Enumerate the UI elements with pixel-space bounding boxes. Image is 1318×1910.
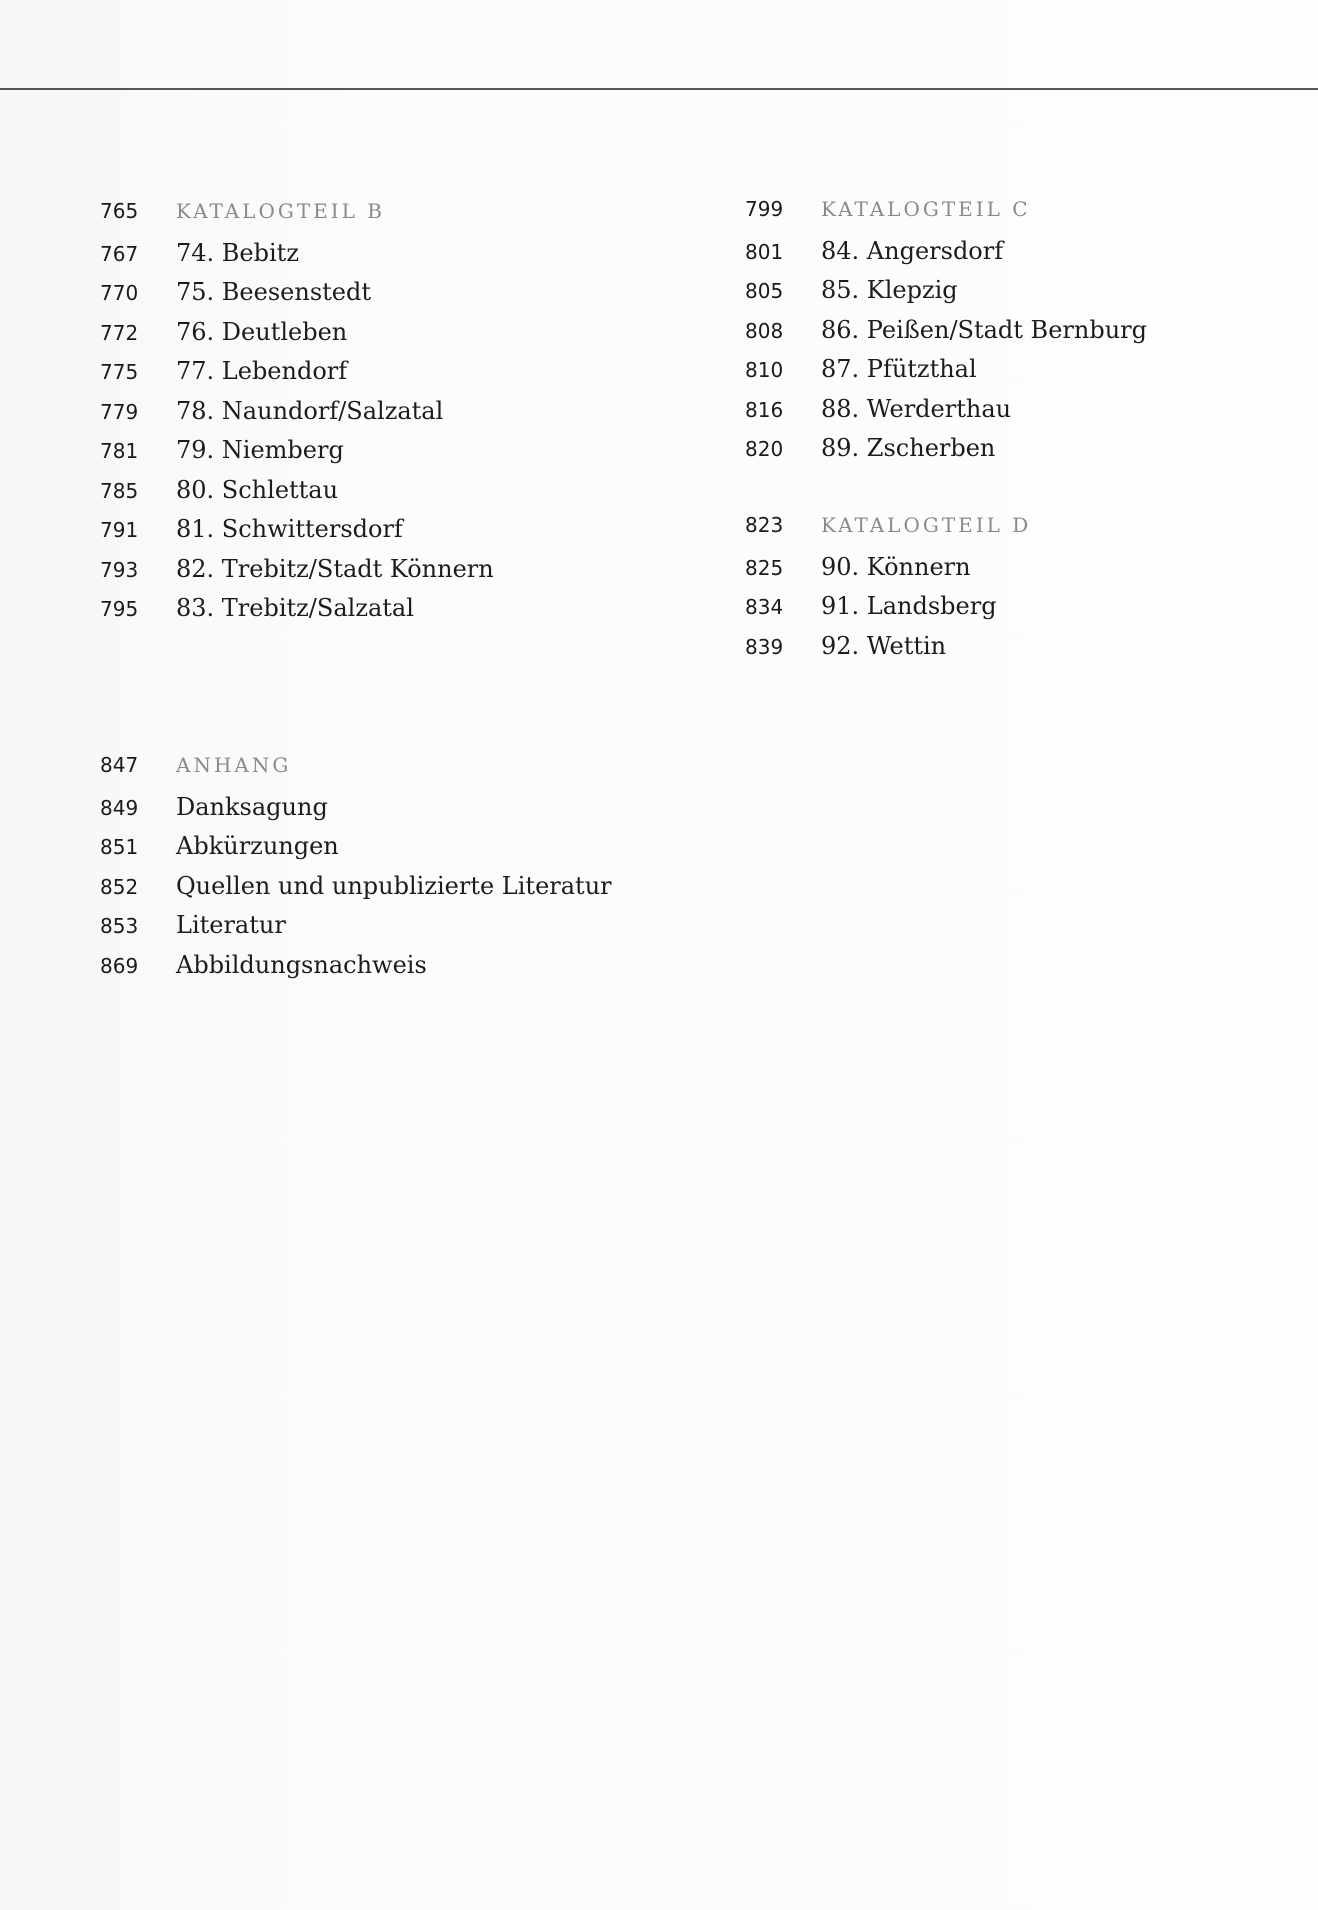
toc-section-katalogteil-c <box>745 197 1147 474</box>
entry-title: Quellen und unpublizierte Literatur <box>176 871 612 900</box>
page-number: 839 <box>745 634 784 659</box>
entry-title: 87. Pfützthal <box>821 355 977 383</box>
entry-title: 80. Schlettau <box>176 475 339 504</box>
toc-entry <box>745 553 1031 593</box>
entry-title: 81. Schwittersdorf <box>176 515 403 543</box>
page-number: 772 <box>100 320 139 345</box>
page-number: 816 <box>745 397 784 422</box>
section-heading <box>100 753 612 793</box>
toc-entry <box>100 476 494 516</box>
top-rule <box>0 88 1318 90</box>
page-number: 820 <box>745 437 784 461</box>
toc-section-katalogteil-b <box>100 199 494 634</box>
page-number: 791 <box>100 518 139 542</box>
toc-entry <box>100 515 494 555</box>
page-number: 808 <box>745 318 784 343</box>
entry-title: 77. Lebendorf <box>176 357 348 385</box>
toc-entry <box>745 434 1147 474</box>
entry-title: 88. Werderthau <box>821 394 1012 423</box>
entry-title: 90. Könnern <box>821 552 971 581</box>
page-number: 770 <box>100 281 139 305</box>
toc-entry <box>100 832 612 872</box>
page-number: 793 <box>100 557 139 582</box>
page-number: 779 <box>100 399 139 424</box>
page-number: 852 <box>100 874 139 899</box>
toc-entry <box>745 395 1147 435</box>
page-number: 847 <box>100 753 139 777</box>
page-number: 801 <box>745 239 784 264</box>
toc-entry <box>745 355 1147 395</box>
entry-title: Abkürzungen <box>176 832 339 860</box>
page-number: 805 <box>745 279 784 303</box>
entry-title: 89. Zscherben <box>821 434 996 462</box>
page-number: 823 <box>745 513 784 537</box>
section-title: ANHANG <box>176 753 292 777</box>
toc-entry <box>100 594 494 634</box>
section-heading <box>745 513 1031 553</box>
toc-entry <box>100 872 612 912</box>
toc-entry <box>100 318 494 358</box>
page-number: 767 <box>100 241 139 266</box>
page-number: 834 <box>745 595 784 619</box>
toc-entry <box>100 357 494 397</box>
entry-title: 86. Peißen/Stadt Bernburg <box>821 315 1147 344</box>
toc-entry <box>100 793 612 833</box>
toc-entry <box>100 951 612 991</box>
toc-entry <box>100 911 612 951</box>
toc-entry <box>745 237 1147 277</box>
page-number: 825 <box>745 555 784 580</box>
toc-section-katalogteil-d <box>745 513 1031 671</box>
entry-title: 78. Naundorf/Salzatal <box>176 396 444 425</box>
entry-title: 91. Landsberg <box>821 592 997 620</box>
page-number: 775 <box>100 360 139 384</box>
toc-entry <box>100 278 494 318</box>
entry-title: 84. Angersdorf <box>821 236 1004 265</box>
entry-title: 74. Bebitz <box>176 238 299 267</box>
toc-entry <box>745 592 1031 632</box>
entry-title: 82. Trebitz/Stadt Könnern <box>176 554 494 583</box>
toc-entry <box>100 397 494 437</box>
entry-title: Danksagung <box>176 792 328 821</box>
page-number: 781 <box>100 439 139 463</box>
page-number: 795 <box>100 597 139 621</box>
entry-title: 92. Wettin <box>821 631 947 660</box>
section-title: KATALOGTEIL C <box>821 197 1031 221</box>
page-number: 869 <box>100 953 139 978</box>
entry-title: 83. Trebitz/Salzatal <box>176 594 414 622</box>
page-number: 810 <box>745 358 784 382</box>
page-number: 853 <box>100 914 139 938</box>
entry-title: 76. Deutleben <box>176 317 348 346</box>
section-title: KATALOGTEIL B <box>176 199 385 223</box>
section-heading <box>745 197 1147 237</box>
page-number: 765 <box>100 199 139 223</box>
toc-entry <box>100 239 494 279</box>
entry-title: 85. Klepzig <box>821 276 958 304</box>
toc-entry <box>100 555 494 595</box>
entry-title: Abbildungsnachweis <box>176 950 427 979</box>
entry-title: Literatur <box>176 911 286 939</box>
page-number: 849 <box>100 795 139 820</box>
toc-entry <box>745 276 1147 316</box>
page-number: 785 <box>100 478 139 503</box>
toc-entry <box>745 632 1031 672</box>
page-number: 799 <box>745 197 784 221</box>
page-number: 851 <box>100 835 139 859</box>
entry-title: 79. Niemberg <box>176 436 344 464</box>
toc-entry <box>745 316 1147 356</box>
section-title: KATALOGTEIL D <box>821 513 1032 537</box>
section-heading <box>100 199 494 239</box>
toc-entry <box>100 436 494 476</box>
toc-section-anhang <box>100 753 612 990</box>
entry-title: 75. Beesenstedt <box>176 278 371 306</box>
